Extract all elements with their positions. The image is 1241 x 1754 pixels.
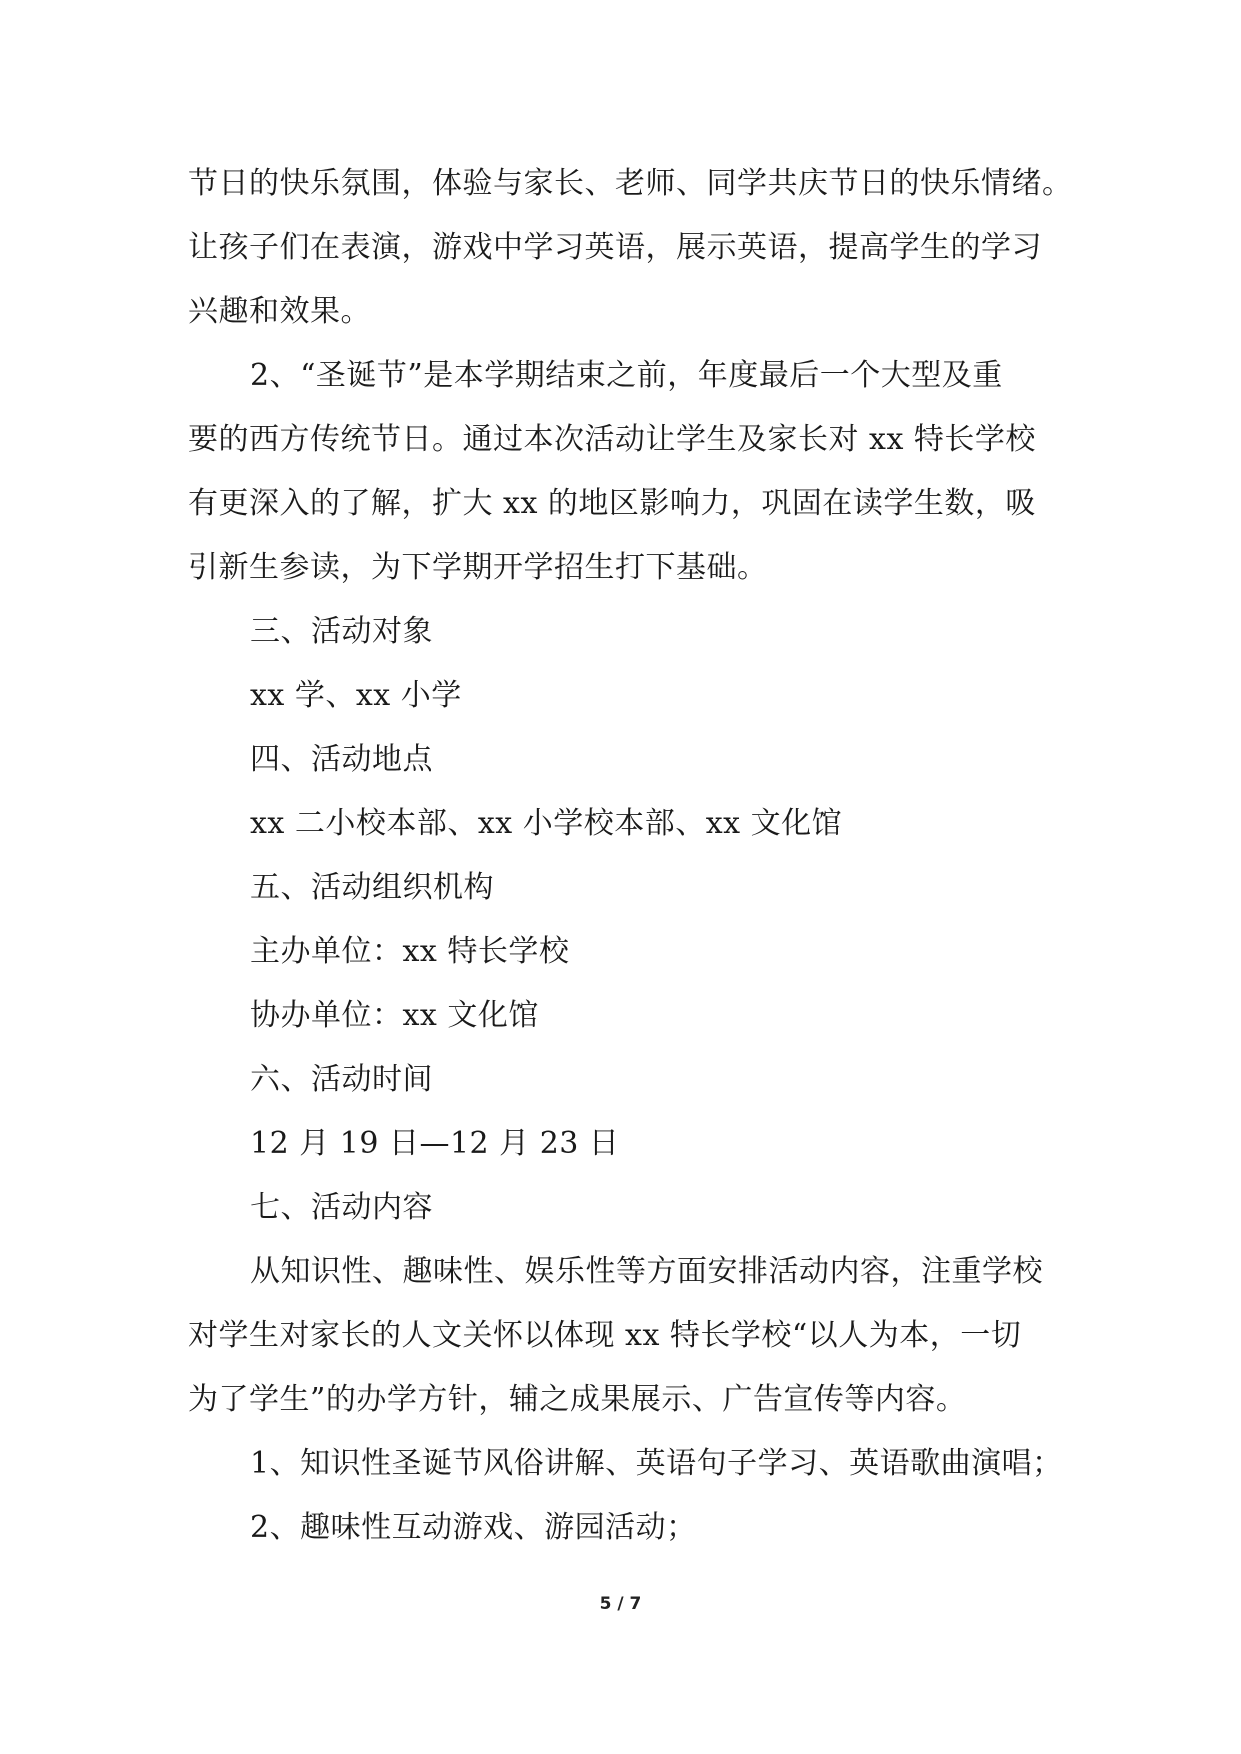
page-number: 5 / 7 — [599, 1594, 642, 1614]
text-line: 2、“圣诞节”是本学期结束之前，年度最后一个大型及重 — [250, 358, 1003, 393]
text-line: 五、活动组织机构 — [250, 870, 494, 905]
text-line: xx 二小校本部、xx 小学校本部、xx 文化馆 — [250, 806, 843, 841]
text-line: 要的西方传统节日。通过本次活动让学生及家长对 xx 特长学校 — [188, 422, 1036, 457]
text-line: 引新生参读，为下学期开学招生打下基础。 — [188, 550, 768, 585]
text-line: 有更深入的了解，扩大 xx 的地区影响力，巩固在读学生数，吸 — [188, 486, 1036, 521]
text-line: 从知识性、趣味性、娱乐性等方面安排活动内容，注重学校 — [250, 1254, 1043, 1289]
text-line: 12 月 19 日—12 月 23 日 — [250, 1126, 620, 1161]
text-line: 1、知识性圣诞节风俗讲解、英语句子学习、英语歌曲演唱； — [250, 1446, 1063, 1481]
text-line: 六、活动时间 — [250, 1062, 433, 1097]
text-line: 兴趣和效果。 — [188, 294, 371, 329]
document-body — [188, 152, 1088, 1560]
text-line: 节日的快乐氛围，体验与家长、老师、同学共庆节日的快乐情绪。 — [188, 166, 1073, 201]
text-line: 协办单位：xx 文化馆 — [250, 998, 539, 1033]
text-line: 对学生对家长的人文关怀以体现 xx 特长学校“以人为本，一切 — [188, 1318, 1022, 1353]
text-line: xx 学、xx 小学 — [250, 678, 462, 713]
text-line: 让孩子们在表演，游戏中学习英语，展示英语，提高学生的学习 — [188, 230, 1042, 265]
text-line: 2、趣味性互动游戏、游园活动； — [250, 1510, 697, 1545]
text-line: 三、活动对象 — [250, 614, 433, 649]
text-line: 四、活动地点 — [250, 742, 433, 777]
text-line: 七、活动内容 — [250, 1190, 433, 1225]
text-line: 为了学生”的办学方针，辅之成果展示、广告宣传等内容。 — [188, 1382, 967, 1417]
text-line: 主办单位：xx 特长学校 — [250, 934, 570, 969]
